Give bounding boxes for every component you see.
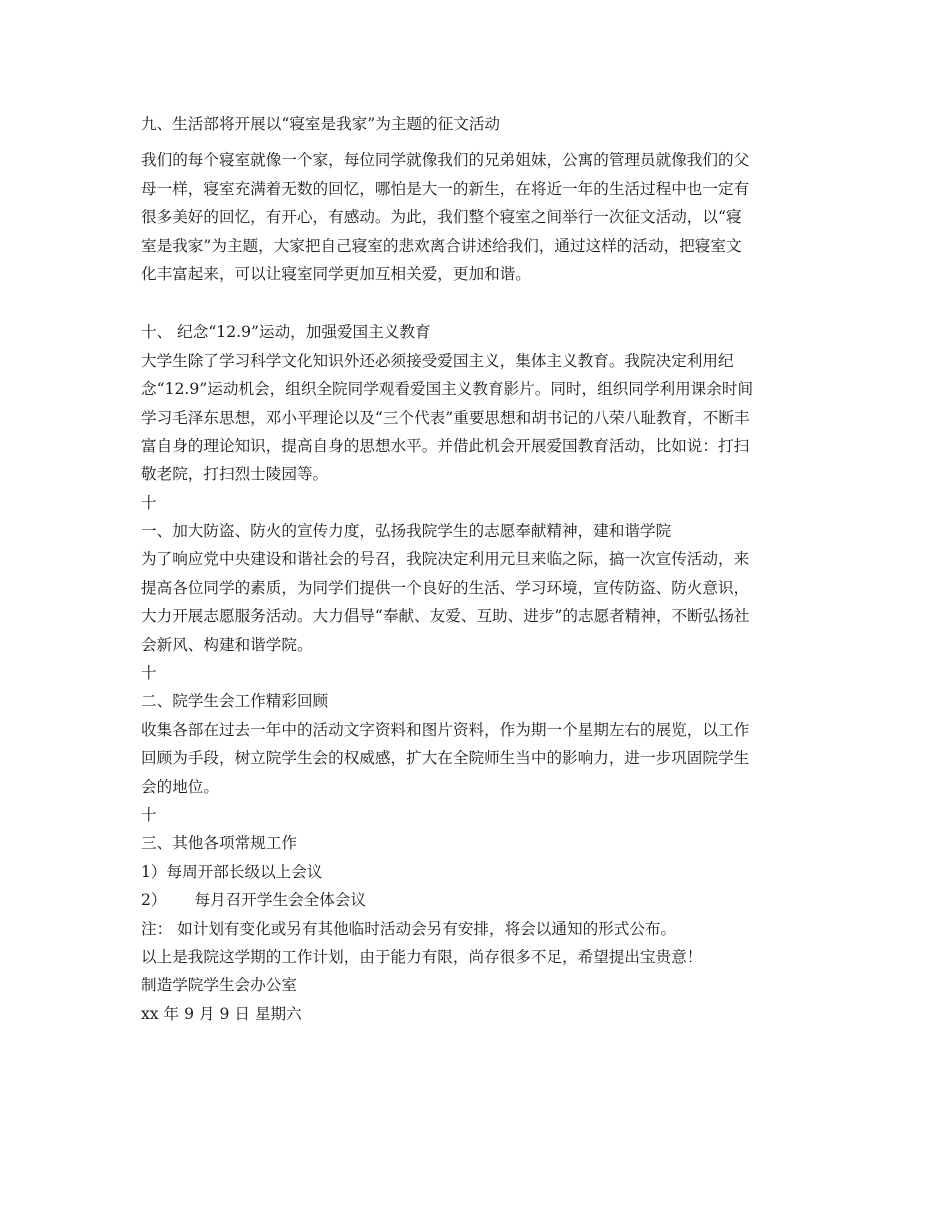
paragraph-line: 提高各位同学的素质，为同学们提供一个良好的生活、学习环境，宣传防盗、防火意识，	[141, 578, 750, 597]
signature: 制造学院学生会办公室	[141, 976, 297, 995]
paragraph-line: 富自身的理论知识，提高自身的思想水平。并借此机会开展爱国教育活动，比如说：打扫	[141, 436, 750, 455]
paragraph-line: 很多美好的回忆，有开心，有感动。为此，我们整个寝室之间举行一次征文活动，以“寝	[141, 208, 742, 227]
paragraph-line: 敬老院，打扫烈士陵园等。	[141, 465, 329, 484]
paragraph-line: 收集各部在过去一年中的活动文字资料和图片资料，作为期一个星期左右的展览，以工作	[141, 720, 750, 739]
section-12-heading: 二、院学生会工作精彩回顾	[141, 692, 329, 711]
list-item	[141, 886, 813, 914]
paragraph-line: 念“12.9”运动机会，组织全院同学观看爱国主义教育影片。同时，组织同学利用课余时间	[141, 380, 754, 399]
list-item-number: 2）	[141, 891, 167, 910]
paragraph-line: 我们的每个寝室就像一个家，每位同学就像我们的兄弟姐妹，公寓的管理员就像我们的父	[141, 151, 750, 170]
paragraph-line: 室是我家”为主题，大家把自己寝室的悲欢离合讲述给我们，通过这样的活动，把寝室文	[141, 236, 742, 255]
paragraph-line: 大力开展志愿服务活动。大力倡导“奉献、友爱、互助、进步”的志愿者精神，不断弘扬社	[141, 607, 750, 626]
date: xx 年 9 月 9 日 星期六	[141, 1004, 302, 1023]
paragraph-line: 大学生除了学习科学文化知识外还必须接受爱国主义，集体主义教育。我院决定利用纪	[141, 351, 734, 370]
note: 注： 如计划有变化或另有其他临时活动会另有安排，将会以通知的形式公布。	[141, 919, 677, 938]
section-9-heading: 九、生活部将开展以“寝室是我家”为主题的征文活动	[141, 115, 501, 133]
closing-text: 以上是我院这学期的工作计划，由于能力有限，尚存很多不足，希望提出宝贵意！	[141, 947, 703, 966]
section-11-heading: 一、加大防盗、防火的宣传力度，弘扬我院学生的志愿奉献精神，建和谐学院	[141, 522, 672, 541]
section-11-number: 十	[141, 493, 157, 512]
section-13-number: 十	[141, 805, 157, 824]
paragraph-line: 回顾为手段，树立院学生会的权威感，扩大在全院师生当中的影响力，进一步巩固院学生	[141, 749, 750, 768]
paragraph-line: 母一样，寝室充满着无数的回忆，哪怕是大一的新生，在将近一年的生活过程中也一定有	[141, 179, 750, 198]
section-12-number: 十	[141, 664, 157, 683]
paragraph-line: 会的地位。	[141, 777, 219, 796]
document-page	[141, 110, 813, 1028]
spacer	[141, 288, 813, 318]
paragraph-line: 为了响应党中央建设和谐社会的号召，我院决定利用元旦来临之际，搞一次宣传活动，来	[141, 550, 750, 569]
list-item: 1）每周开部长级以上会议	[141, 862, 323, 881]
spacer	[141, 138, 813, 146]
paragraph-line: 学习毛泽东思想，邓小平理论以及“三个代表”重要思想和胡书记的八荣八耻教育，不断丰	[141, 408, 750, 427]
paragraph-line: 化丰富起来，可以让寝室同学更加互相关爱，更加和谐。	[141, 264, 531, 283]
paragraph-line: 会新风、构建和谐学院。	[141, 635, 313, 654]
section-13-heading: 三、其他各项常规工作	[141, 834, 297, 853]
section-10-heading: 十、 纪念“12.9”运动，加强爱国主义教育	[141, 323, 431, 342]
list-item-text: 每月召开学生会全体会议	[194, 891, 367, 910]
